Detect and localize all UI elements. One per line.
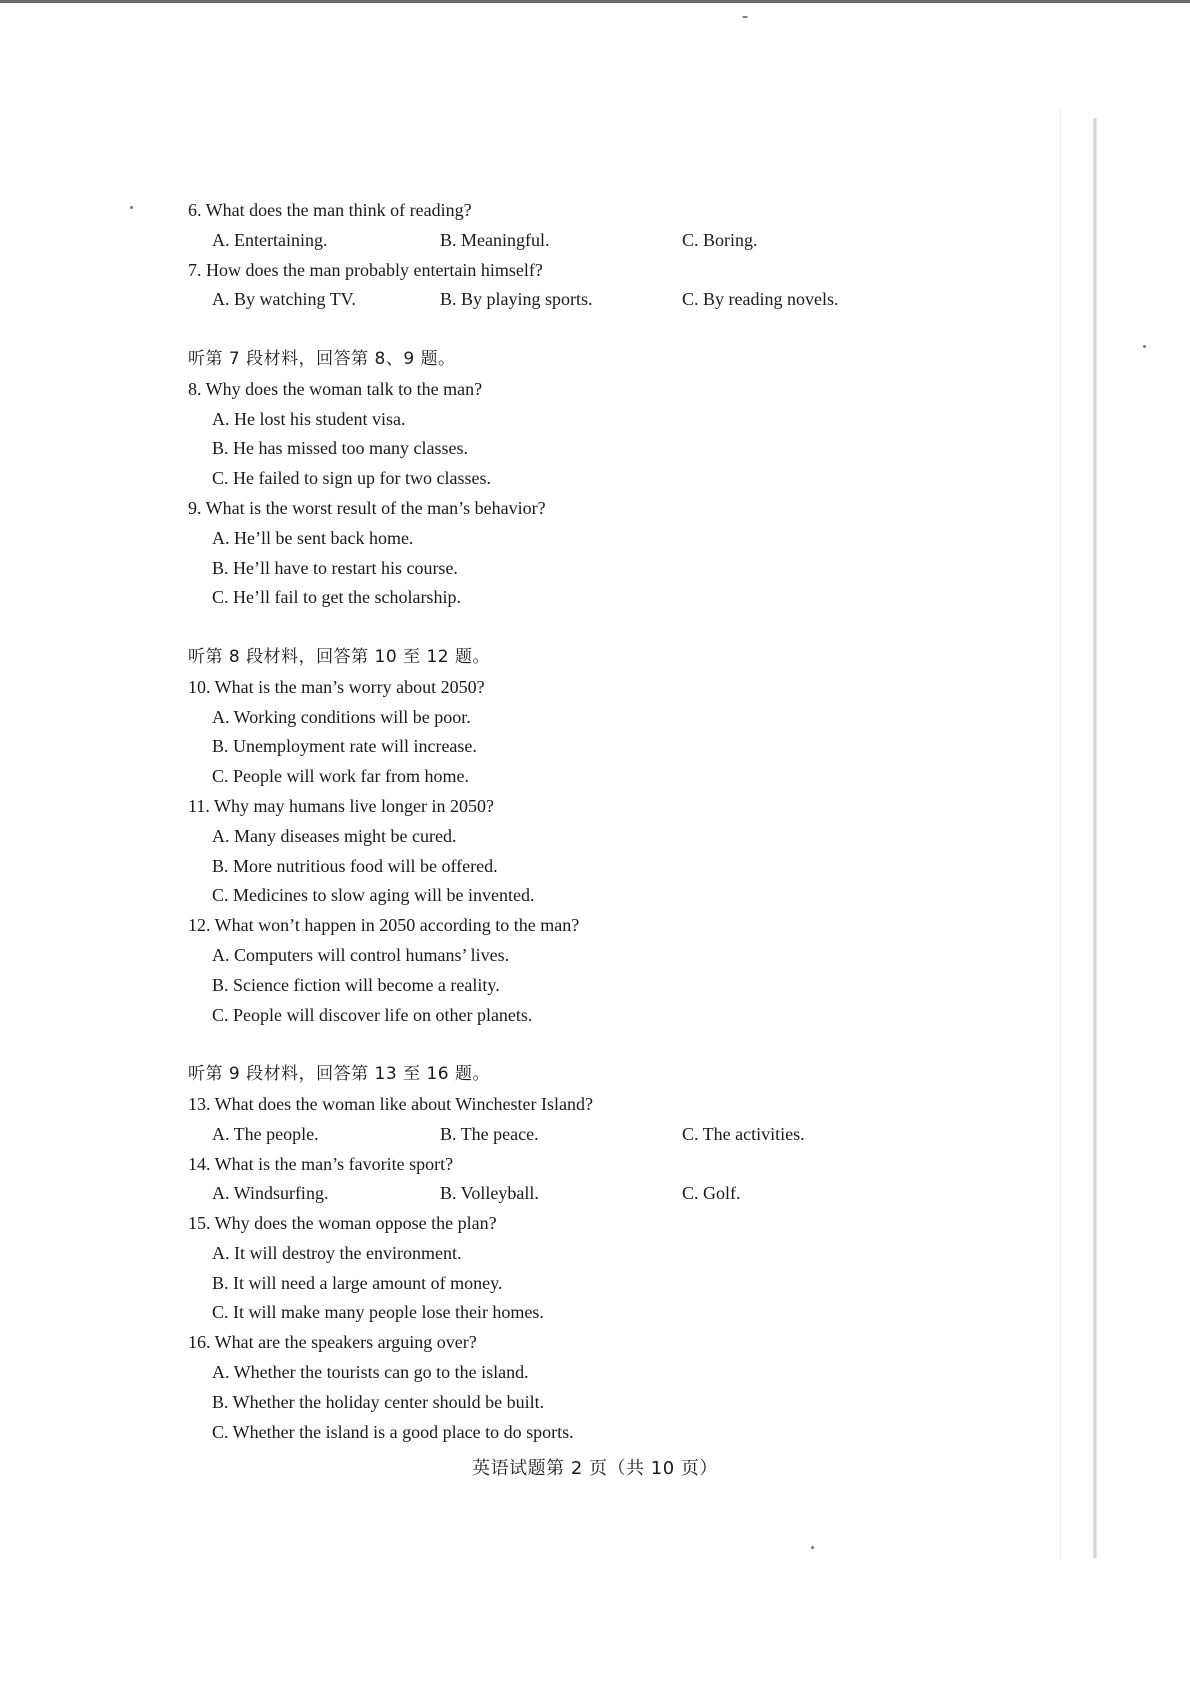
question-9: 9. What is the worst result of the man’s behavior? [188,497,546,518]
option-7a: A. By watching TV. [212,289,356,310]
option-12b: B. Science fiction will become a reality. [212,974,500,995]
option-16a: A. Whether the tourists can go to the island. [212,1362,529,1383]
exam-content [188,196,1008,1447]
option-15b: B. It will need a large amount of money. [212,1272,503,1293]
question-14: 14. What is the man’s favorite sport? [188,1153,454,1174]
question-7: 7. How does the man probably entertain himself? [188,259,543,280]
option-11b: B. More nutritious food will be offered. [212,855,498,876]
scan-speck [811,1546,814,1549]
option-10b: B. Unemployment rate will increase. [212,736,477,757]
options-row-14 [188,1179,1008,1209]
option-10c: C. People will work far from home. [212,766,469,787]
option-13a: A. The people. [212,1123,319,1144]
option-9a: A. He’ll be sent back home. [212,527,414,548]
section-heading-7: 听第 7 段材料，回答第 8、9 题。 [188,348,456,369]
question-13: 13. What does the woman like about Winchester Island? [188,1093,593,1114]
question-8: 8. Why does the woman talk to the man? [188,378,483,399]
question-15: 15. Why does the woman oppose the plan? [188,1213,497,1234]
question-16: 16. What are the speakers arguing over? [188,1332,477,1353]
option-13b: B. The peace. [440,1123,539,1144]
option-7c: C. By reading novels. [682,289,839,310]
option-15a: A. It will destroy the environment. [212,1242,462,1263]
option-13c: C. The activities. [682,1123,805,1144]
question-6: 6. What does the man think of reading? [188,200,472,220]
option-14c: C. Golf. [682,1183,741,1204]
options-row-13 [188,1120,1008,1150]
option-12a: A. Computers will control humans’ lives. [212,944,510,965]
scan-speck [130,206,133,209]
page-footer: 英语试题第 2 页（共 10 页） [472,1458,718,1479]
scan-top-border [0,0,1190,3]
option-16c: C. Whether the island is a good place to do sports. [212,1421,574,1442]
options-row-6 [188,226,1008,256]
options-row-7 [188,285,1008,315]
option-11a: A. Many diseases might be cured. [212,825,457,846]
scan-speck [1143,345,1146,348]
option-14a: A. Windsurfing. [212,1183,329,1204]
spacer [188,613,1008,643]
question-11: 11. Why may humans live longer in 2050? [188,795,494,816]
option-8b: B. He has missed too many classes. [212,438,468,459]
option-12c: C. People will discover life on other planets. [212,1004,533,1025]
section-heading-8: 听第 8 段材料，回答第 10 至 12 题。 [188,646,491,667]
option-16b: B. Whether the holiday center should be built. [212,1391,545,1412]
spacer [188,315,1008,345]
option-6a: A. Entertaining. [212,229,328,250]
option-15c: C. It will make many people lose their homes. [212,1302,544,1323]
spacer [188,1030,1008,1060]
option-6b: B. Meaningful. [440,229,550,250]
question-10: 10. What is the man’s worry about 2050? [188,676,485,697]
option-7b: B. By playing sports. [440,289,593,310]
option-9c: C. He’ll fail to get the scholarship. [212,587,461,608]
option-11c: C. Medicines to slow aging will be invented. [212,885,535,906]
scan-right-edge [1093,118,1097,1558]
option-10a: A. Working conditions will be poor. [212,706,471,727]
section-heading-9: 听第 9 段材料，回答第 13 至 16 题。 [188,1064,491,1085]
option-9b: B. He’ll have to restart his course. [212,557,458,578]
option-8c: C. He failed to sign up for two classes. [212,468,491,489]
option-8a: A. He lost his student visa. [212,408,406,429]
scan-right-edge-faint [1060,110,1061,1560]
option-14b: B. Volleyball. [440,1183,539,1204]
option-6c: C. Boring. [682,229,758,250]
question-12: 12. What won’t happen in 2050 according to the man? [188,915,580,936]
scan-speck [742,16,748,18]
